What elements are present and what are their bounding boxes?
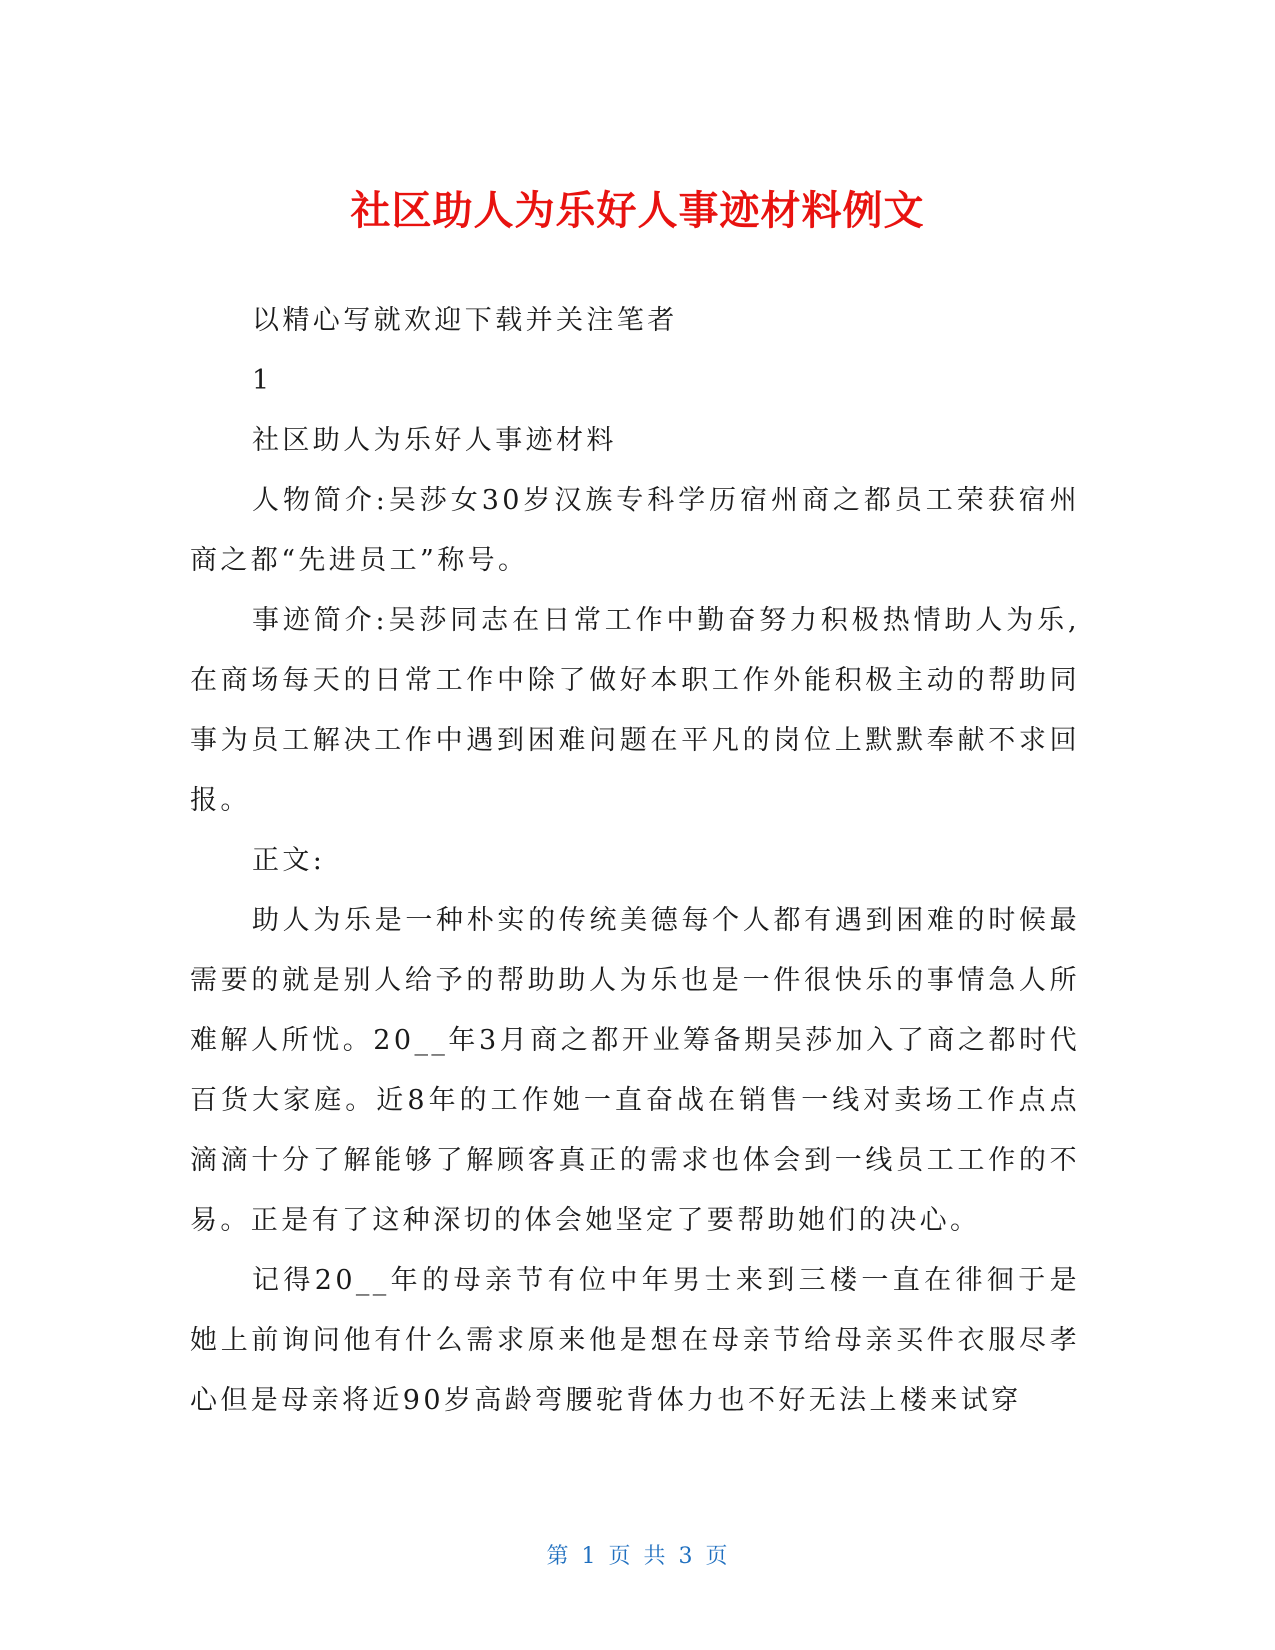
- intro-line: 以精心写就欢迎下载并关注笔者: [252, 305, 678, 336]
- footer-suffix: 页: [705, 1544, 729, 1569]
- page-footer: [0, 1542, 1275, 1572]
- document-body: [190, 291, 1080, 1431]
- section-heading: 社区助人为乐好人事迹材料: [252, 425, 617, 456]
- section-number: 1: [252, 365, 273, 396]
- body-paragraph: 助人为乐是一种朴实的传统美德每个人都有遇到困难的时候最需要的就是别人给予的帮助助人为乐也是一件很快乐的事情急人所难解人所忧。20__年3月商之都开业筹备期吴莎加入了商之都时代百货大家庭。近8年的工作她一直奋战在销售一线对卖场工作点点滴滴十分了解能够了解顾客真正的需求也体会到一线员工工作的不易。正是有了这种深切的体会她坚定了要帮助她们的决心。: [190, 905, 1080, 1236]
- person-profile: 人物简介:吴莎女30岁汉族专科学历宿州商之都员工荣获宿州商之都“先进员工”称号。: [190, 485, 1080, 576]
- footer-prefix: 第: [546, 1544, 570, 1569]
- footer-current-page: 1: [581, 1544, 597, 1569]
- footer-total-pages: 3: [678, 1544, 694, 1569]
- deeds-summary: 事迹简介:吴莎同志在日常工作中勤奋努力积极热情助人为乐,在商场每天的日常工作中除了做好本职工作外能积极主动的帮助同事为员工解决工作中遇到困难问题在平凡的岗位上默默奉献不求回报。: [190, 605, 1080, 816]
- main-text-label: 正文:: [252, 845, 326, 876]
- document-title: 社区助人为乐好人事迹材料例文: [350, 187, 925, 234]
- footer-page-word: 页: [608, 1544, 632, 1569]
- body-paragraph: 记得20__年的母亲节有位中年男士来到三楼一直在徘徊于是她上前询问他有什么需求原来他是想在母亲节给母亲买件衣服尽孝心但是母亲将近90岁高龄弯腰驼背体力也不好无法上楼来试穿: [190, 1265, 1080, 1416]
- footer-total-prefix: 共: [643, 1544, 667, 1569]
